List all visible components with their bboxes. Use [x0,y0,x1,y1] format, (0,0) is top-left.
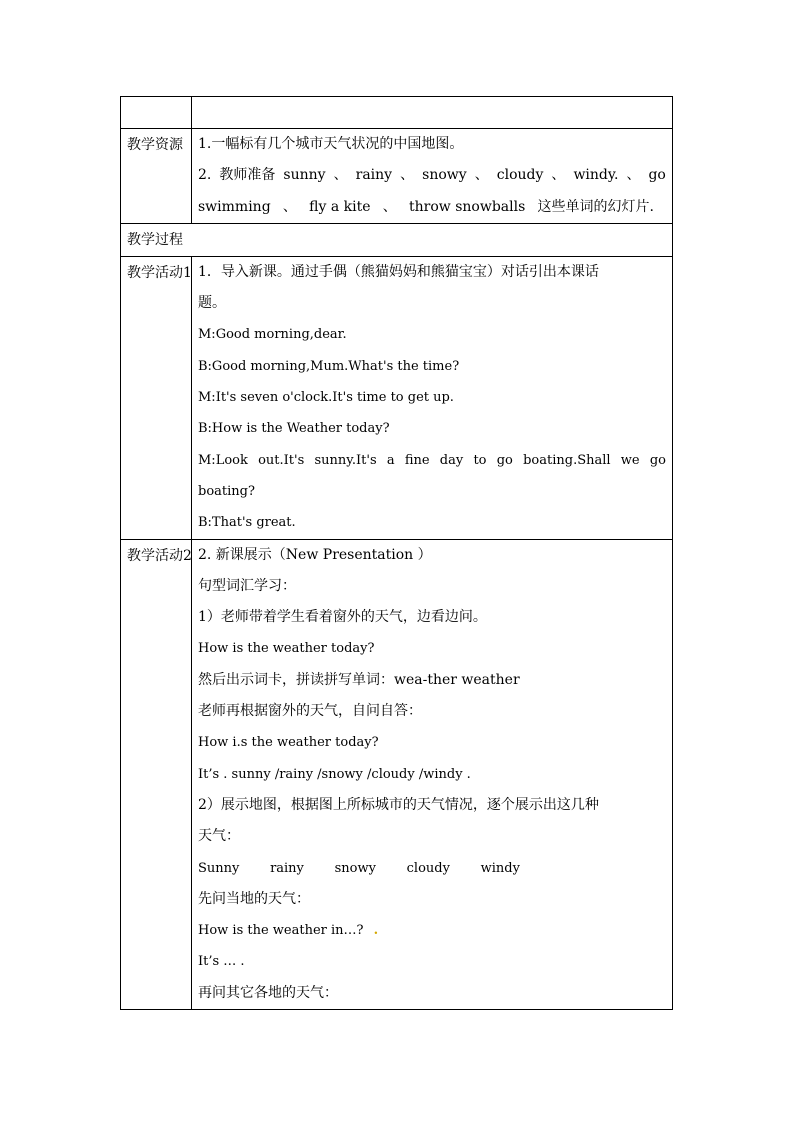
word: 、 [382,198,397,215]
resources-row [121,129,673,224]
word: 、 [626,167,641,184]
weather-word: snowy [334,860,376,876]
word: a [386,452,395,468]
word: go [648,167,666,184]
word: we [620,452,640,468]
word: out.It's [258,452,305,468]
activity1-content-cell [192,256,673,539]
activity1-justified-line [198,445,666,476]
activity2-line: 2. 新课展示（New Presentation ） [198,546,432,563]
weather-word: Sunny [198,860,240,876]
question-line [198,915,666,946]
word: to [473,452,487,468]
resources-content-cell [192,129,673,224]
word: fine [404,452,430,468]
weather-word: cloudy [406,860,450,876]
process-cell [121,223,673,256]
activity2-line: 句型词汇学习： [198,577,296,594]
word: 教师准备 [219,167,276,184]
word: 、 [551,167,566,184]
word: M:Look [198,452,248,468]
process-row [121,223,673,256]
highlight-dot: . [373,923,379,939]
word: windy. [573,167,619,184]
word: day [439,452,464,468]
word: 、 [474,167,489,184]
word: sunny [283,167,326,184]
activity1-line: 1．导入新课。通过手偶（熊猫妈妈和熊猫宝宝）对话引出本课话 [198,263,599,280]
activity1-line: M:It's seven o'clock.It's time to get up. [198,390,454,406]
empty-row [121,97,673,129]
activity1-line: B:How is the Weather today? [198,421,390,437]
weather-word: rainy [270,860,304,876]
word: sunny.It's [314,452,377,468]
activity1-line: 题。 [198,295,226,312]
empty-cell-left [121,97,192,129]
resources-line-1: 1.一幅标有几个城市天气状况的中国地图。 [198,136,464,152]
activity2-row [121,539,673,1009]
word: cloudy [496,167,544,184]
activity2-line: How is the weather today? [198,641,375,657]
word: snowy [422,167,467,184]
activity2-line: 老师再根据窗外的天气，自问自答： [198,703,422,720]
activity2-label: 教学活动2 [127,547,192,564]
activity2-line: 先问当地的天气： [198,890,310,907]
word: 这些单词的幻灯片. [537,198,654,215]
activity2-line: It’s … . [198,954,245,970]
activity1-line: M:Good morning,dear. [198,327,347,343]
word: go [496,452,513,468]
weather-word: windy [480,860,520,876]
activity1-line: B:That's great. [198,515,296,531]
activity2-line: 然后出示词卡，拼读拼写单词：wea-ther weather [198,671,520,688]
word: 、 [400,167,415,184]
word: rainy [355,167,393,184]
empty-cell-right [192,97,673,129]
activity1-label-cell [121,256,192,539]
activity2-line: 1）老师带着学生看着窗外的天气，边看边问。 [198,609,487,626]
activity2-line: 天气： [198,828,240,845]
word: 、 [333,167,348,184]
process-label: 教学过程 [127,231,183,248]
lesson-plan-table [120,96,673,1010]
word: swimming [198,198,271,215]
activity1-line: B:Good morning,Mum.What's the time? [198,358,460,374]
activity1-row [121,256,673,539]
word: go [649,452,666,468]
word: 2. [198,167,212,184]
activity2-content-cell [192,539,673,1009]
word: 、 [282,198,297,215]
resources-label: 教学资源 [127,137,183,153]
word: fly a kite [309,198,371,215]
activity1-line: boating? [198,483,255,499]
activity2-line: 2）展示地图，根据图上所标城市的天气情况，逐个展示出这几种 [198,796,599,813]
activity2-line: It’s . sunny /rainy /snowy /cloudy /windy . [198,766,471,782]
activity2-line: How i.s the weather today? [198,735,379,751]
question-text: How is the weather in…? [198,923,364,939]
word: throw snowballs [409,198,526,215]
resources-line-3 [198,192,666,223]
weather-words-line [198,853,520,884]
resources-line-2 [198,160,666,191]
activity2-line: 再问其它各地的天气： [198,984,338,1001]
activity2-label-cell [121,539,192,1009]
word: boating.Shall [523,452,611,468]
activity1-label: 教学活动1 [127,264,192,281]
resources-label-cell [121,129,192,224]
